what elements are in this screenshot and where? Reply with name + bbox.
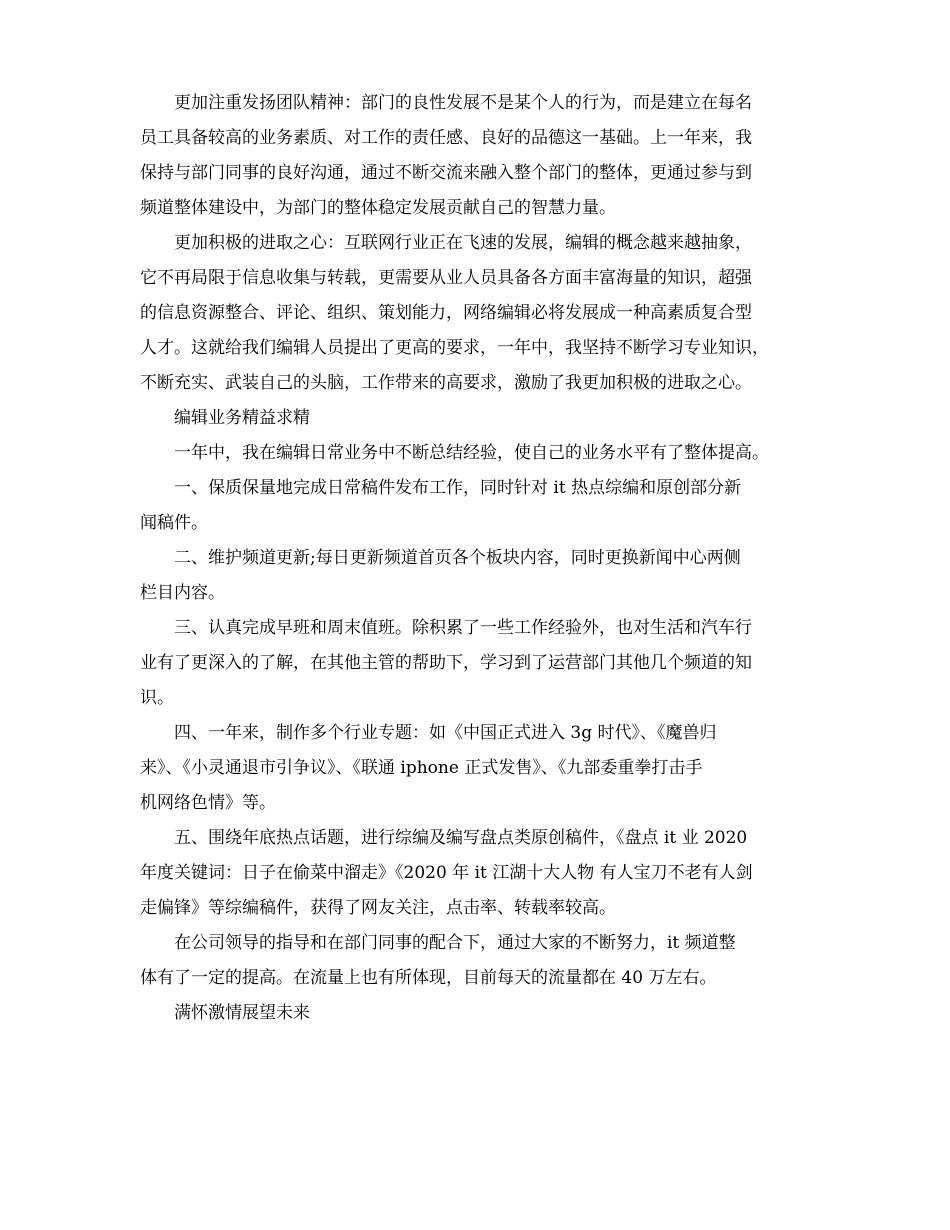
text-line: 一、保质保量地完成日常稿件发布工作，同时针对 it 热点综编和原创部分新 [174,478,742,498]
text-line: 机网络色情》等。 [140,793,276,813]
text-line: 编辑业务精益求精 [174,408,310,428]
text-line: 年度关键词：日子在偷菜中溜走》《2020 年 it 江湖十大人物 有人宝刀不老有人剑 [140,863,753,883]
text-line: 一年中，我在编辑日常业务中不断总结经验，使自己的业务水平有了整体提高。 [174,443,769,463]
text-line: 业有了更深入的了解，在其他主管的帮助下，学习到了运营部门其他几个频道的知 [140,653,752,673]
text-line: 不断充实、武装自己的头脑，工作带来的高要求，激励了我更加积极的进取之心。 [140,373,752,393]
text-line: 在公司领导的指导和在部门同事的配合下，通过大家的不断努力，it 频道整 [174,933,736,953]
text-line: 闻稿件。 [140,513,208,533]
text-line: 体有了一定的提高。在流量上也有所体现，目前每天的流量都在 40 万左右。 [140,968,717,988]
text-line: 满怀激情展望未来 [174,1003,310,1023]
text-line: 员工具备较高的业务素质、对工作的责任感、良好的品德这一基础。上一年来，我 [140,128,752,148]
text-line: 栏目内容。 [140,583,225,603]
text-line: 五、围绕年底热点话题，进行综编及编写盘点类原创稿件，《盘点 it 业 2020 [174,828,748,848]
text-line: 更加注重发扬团队精神：部门的良性发展不是某个人的行为，而是建立在每名 [174,93,752,113]
text-line: 它不再局限于信息收集与转载，更需要从业人员具备各方面丰富海量的知识，超强 [140,268,752,288]
text-line: 频道整体建设中，为部门的整体稳定发展贡献自己的智慧力量。 [140,198,616,218]
text-line: 走偏锋》等综编稿件，获得了网友关注，点击率、转载率较高。 [140,898,616,918]
text-line: 的信息资源整合、评论、组织、策划能力，网络编辑必将发展成一种高素质复合型 [140,303,752,323]
text-line: 来》、《小灵通退市引争议》、《联通 iphone 正式发售》、《九部委重拳打击手 [140,758,703,778]
text-line: 三、认真完成早班和周末值班。除积累了一些工作经验外，也对生活和汽车行 [174,618,752,638]
text-line: 保持与部门同事的良好沟通，通过不断交流来融入整个部门的整体，更通过参与到 [140,163,752,183]
text-line: 识。 [140,688,174,708]
text-line: 更加积极的进取之心：互联网行业正在飞速的发展，编辑的概念越来越抽象， [174,233,752,253]
document-body [140,86,820,1031]
text-line: 二、维护频道更新;每日更新频道首页各个板块内容，同时更换新闻中心两侧 [174,548,741,568]
text-line: 四、一年来，制作多个行业专题：如《中国正式进入 3g 时代》、《魔兽归 [174,723,717,743]
text-line: 人才。这就给我们编辑人员提出了更高的要求，一年中，我坚持不断学习专业知识， [140,338,769,358]
